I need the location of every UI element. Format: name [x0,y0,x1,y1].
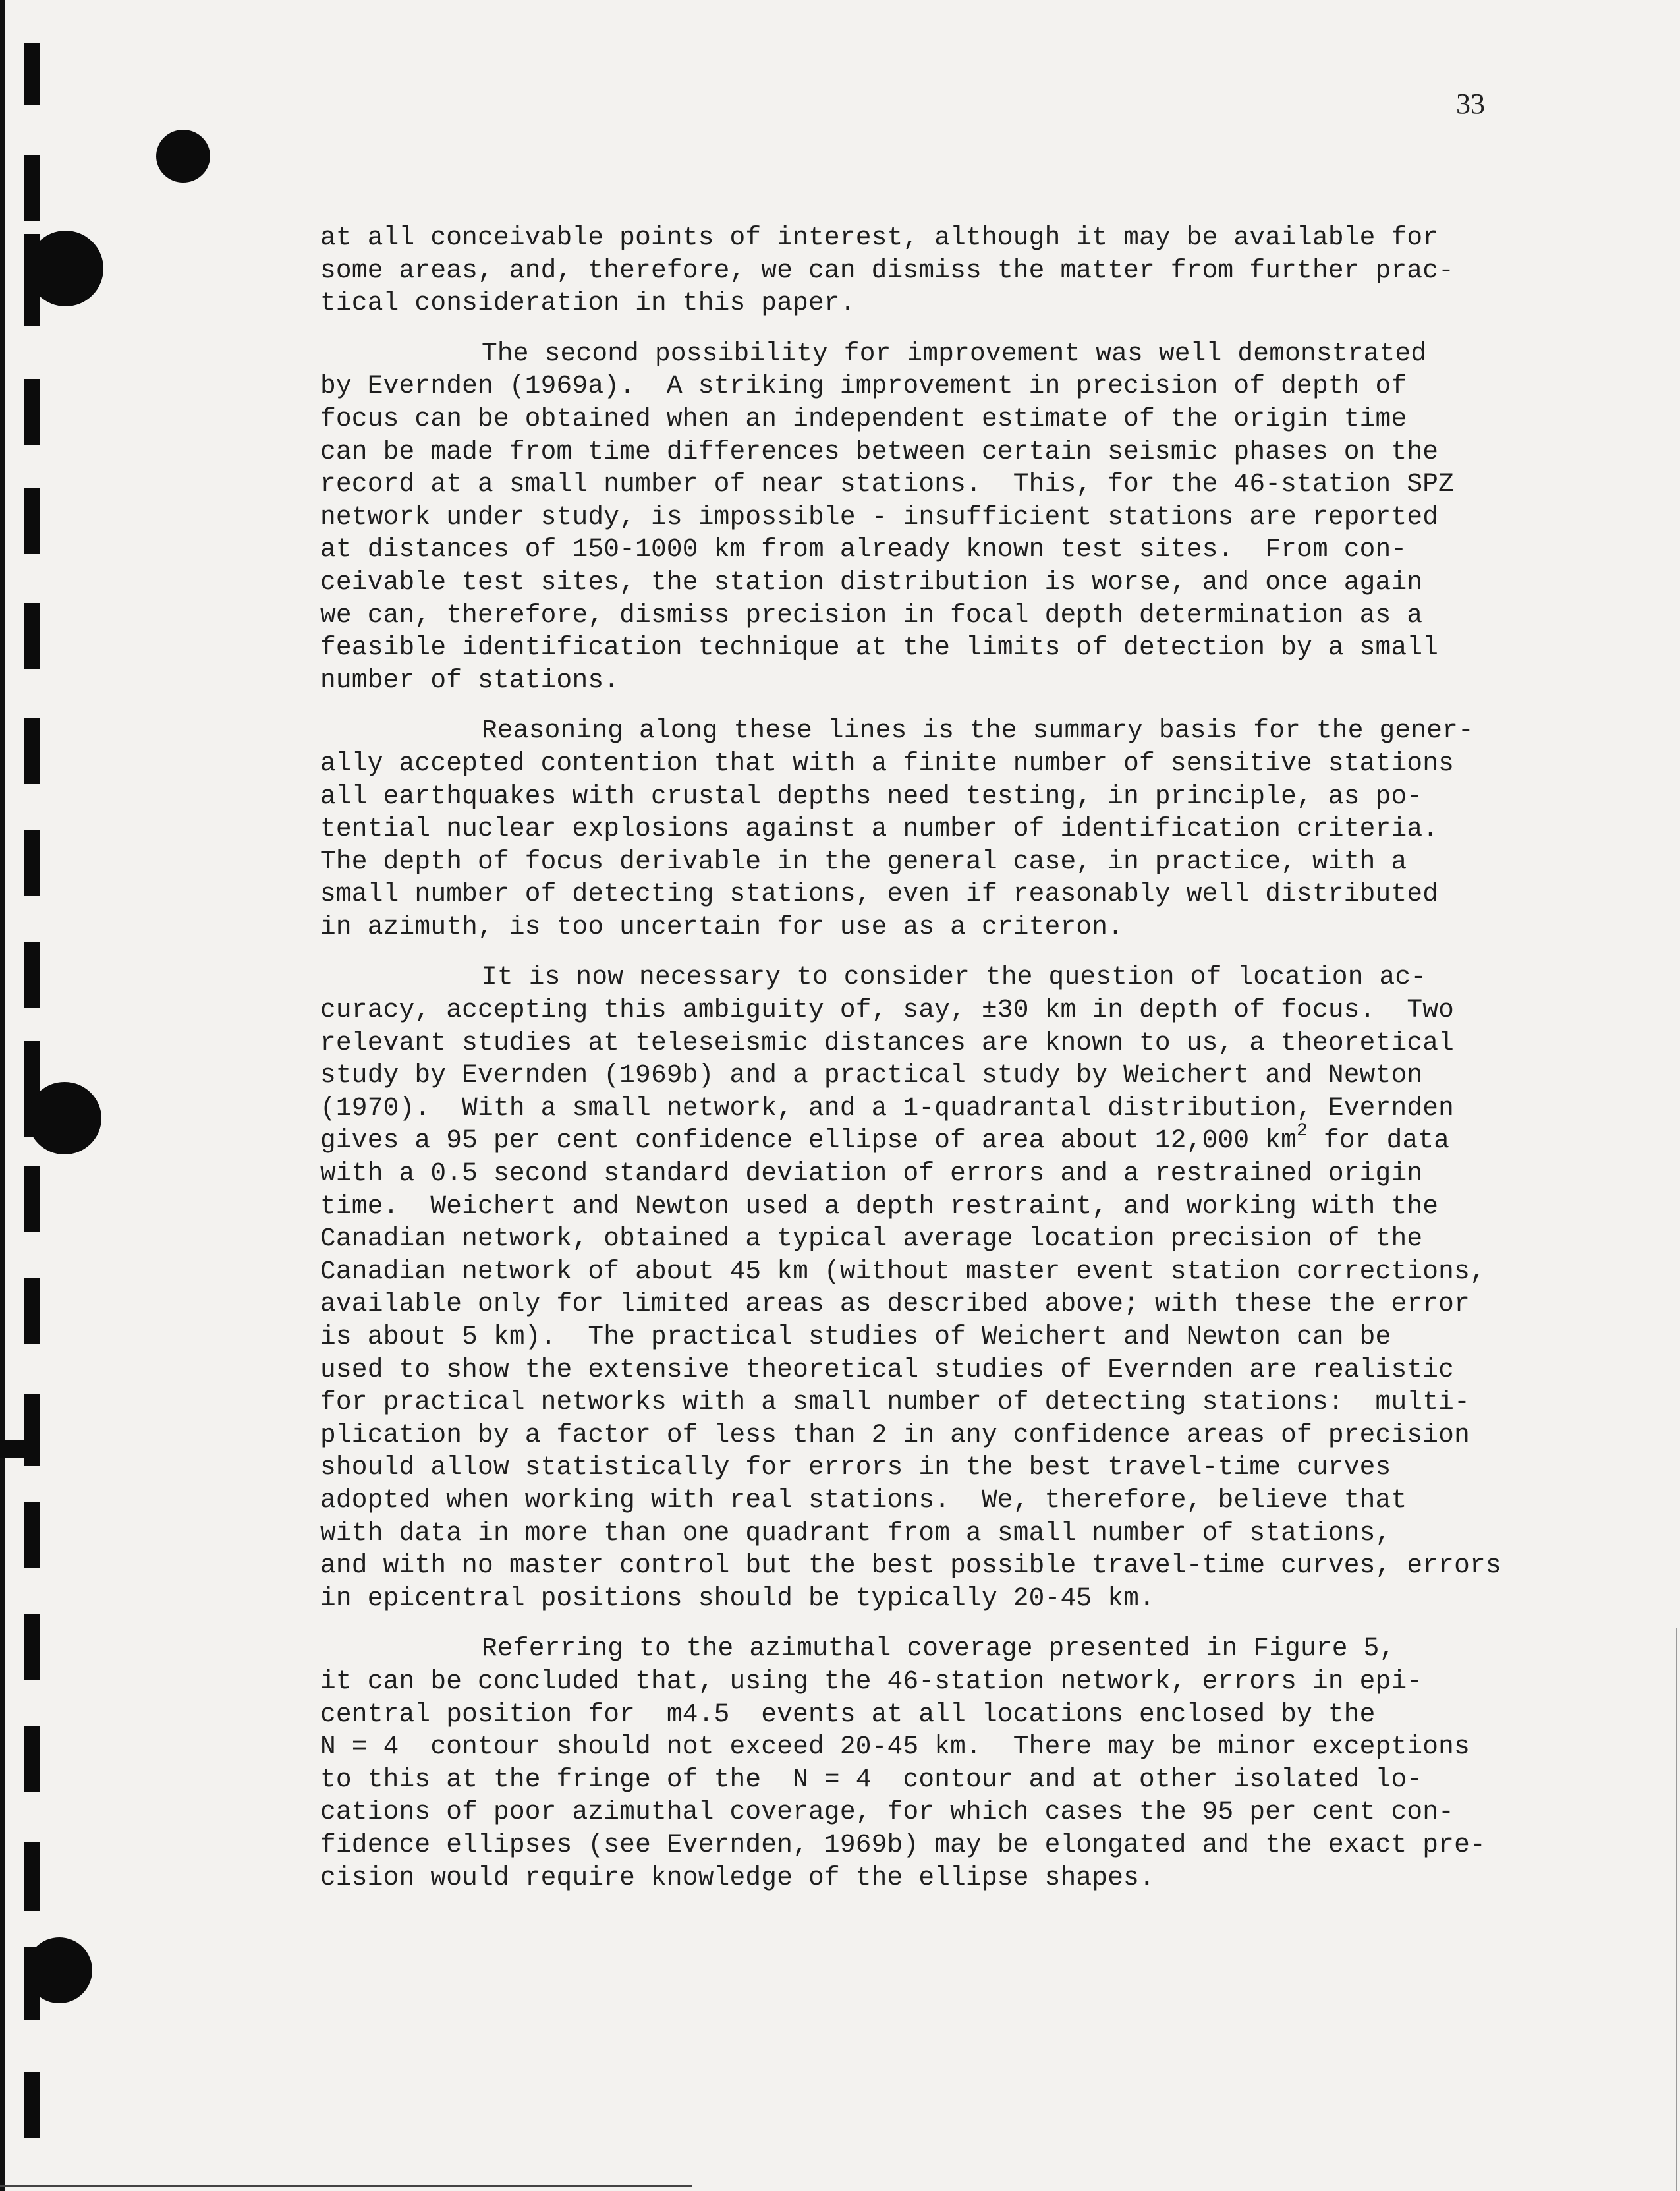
text-line: at all conceivable points of interest, although it may be available for [320,223,1439,252]
text-line: central position for m4.5 events at all locations enclosed by the [320,1699,1376,1729]
binder-mark [24,234,40,326]
paragraph-2 [320,337,1572,697]
binder-mark [24,718,40,784]
text-line: small number of detecting stations, even if reasonably well distributed [320,879,1439,909]
scan-bottom-edge [0,2185,692,2187]
binder-mark [0,1440,33,1458]
text-segment: for data [1308,1125,1450,1156]
text-line: time. Weichert and Newton used a depth restraint, and working with the [320,1191,1439,1221]
binder-mark [24,942,40,1008]
text-line: and with no master control but the best possible travel-time curves, errors [320,1551,1501,1581]
text-line: Reasoning along these lines is the summary basis for the gener- [482,716,1474,746]
text-line: feasible identification technique at the limits of detection by a small [320,633,1439,663]
text-line: ceivable test sites, the station distribution is worse, and once again [320,567,1423,597]
text-line: with data in more than one quadrant from a small number of stations, [320,1518,1391,1548]
binder-hole-mark [156,130,210,183]
text-line: cations of poor azimuthal coverage, for which cases the 95 per cent con- [320,1797,1455,1827]
text-line: cision would require knowledge of the ellipse shapes. [320,1862,1155,1892]
text-line: relevant studies at teleseismic distances are known to us, a theoretical [320,1027,1455,1058]
text-line-with-superscript [320,1121,1572,1157]
body-text [320,221,1572,1894]
text-line: The second possibility for improvement was well demonstrated [482,338,1427,368]
paragraph-4 [320,961,1572,1614]
binder-mark [24,603,40,669]
binder-mark [24,488,40,554]
text-line: we can, therefore, dismiss precision in focal depth determination as a [320,600,1423,630]
text-segment: gives a 95 per cent confidence ellipse of area about 12,000 km [320,1125,1297,1156]
binder-hole-mark [28,1082,101,1154]
text-line: to this at the fringe of the N = 4 contour and at other isolated lo- [320,1764,1423,1794]
text-line: some areas, and, therefore, we can dismiss the matter from further prac- [320,255,1455,285]
text-line: (1970). With a small network, and a 1-quadrantal distribution, Evernden [320,1093,1455,1123]
paragraph-5 [320,1632,1572,1894]
binder-mark [24,1278,40,1344]
binder-mark [24,1842,40,1911]
text-line: fidence ellipses (see Evernden, 1969b) may be elongated and the exact pre- [320,1829,1486,1860]
text-line: curacy, accepting this ambiguity of, say, ±30 km in depth of focus. Two [320,995,1455,1025]
binder-mark [24,43,40,105]
text-line: with a 0.5 second standard deviation of errors and a restrained origin [320,1158,1423,1189]
text-line: Canadian network of about 45 km (without master event station corrections, [320,1256,1486,1286]
text-line: should allow statistically for errors in the best travel-time curves [320,1452,1391,1483]
text-line: available only for limited areas as described above; with these the error [320,1289,1470,1319]
text-line: can be made from time differences between certain seismic phases on the [320,436,1439,467]
text-line: it can be concluded that, using the 46-station network, errors in epi- [320,1666,1423,1696]
page-number: 33 [1456,88,1485,120]
text-line: Referring to the azimuthal coverage presented in Figure 5, [482,1634,1395,1664]
binder-mark [24,1166,40,1232]
binder-mark [24,1726,40,1792]
text-line: plication by a factor of less than 2 in any confidence areas of precision [320,1419,1470,1450]
text-line: record at a small number of near stations. This, for the 46-station SPZ [320,469,1455,499]
text-line: It is now necessary to consider the question of location ac- [482,962,1427,992]
text-line: ally accepted contention that with a finite number of sensitive stations [320,748,1455,778]
text-line: N = 4 contour should not exceed 20-45 km. There may be minor exceptions [320,1732,1470,1762]
text-line: in epicentral positions should be typically 20-45 km. [320,1583,1155,1613]
binder-mark [24,2072,40,2138]
text-line: network under study, is impossible - insufficient stations are reported [320,501,1439,532]
text-line: number of stations. [320,665,620,695]
text-line: for practical networks with a small number of detecting stations: multi- [320,1387,1470,1417]
text-line: Canadian network, obtained a typical average location precision of the [320,1224,1423,1254]
paragraph-1 [320,221,1572,320]
text-line: used to show the extensive theoretical studies of Evernden are realistic [320,1354,1455,1384]
text-line: adopted when working with real stations. We, therefore, believe that [320,1485,1407,1515]
text-line: study by Evernden (1969b) and a practical study by Weichert and Newton [320,1060,1423,1091]
text-line: tical consideration in this paper. [320,288,856,318]
binder-mark [24,1614,40,1680]
text-line: focus can be obtained when an independent estimate of the origin time [320,403,1407,434]
binder-mark [24,1947,40,2020]
scan-right-edge [1676,1628,1677,2191]
text-line: in azimuth, is too uncertain for use as a criteron. [320,911,1124,942]
binder-mark [24,830,40,896]
text-line: is about 5 km). The practical studies of Weichert and Newton can be [320,1322,1391,1352]
text-line: tential nuclear explosions against a number of identification criteria. [320,814,1439,844]
text-line: by Evernden (1969a). A striking improvement in precision of depth of [320,371,1407,401]
binder-mark [24,155,40,221]
text-line: at distances of 150-1000 km from already known test sites. From con- [320,534,1407,565]
binder-mark [24,379,40,445]
binding-edge [0,0,5,2191]
text-line: The depth of focus derivable in the general case, in practice, with a [320,846,1407,876]
binder-mark [24,1502,40,1568]
paragraph-3 [320,714,1572,943]
text-line: all earthquakes with crustal depths need testing, in principle, as po- [320,781,1423,811]
superscript: 2 [1297,1121,1308,1142]
